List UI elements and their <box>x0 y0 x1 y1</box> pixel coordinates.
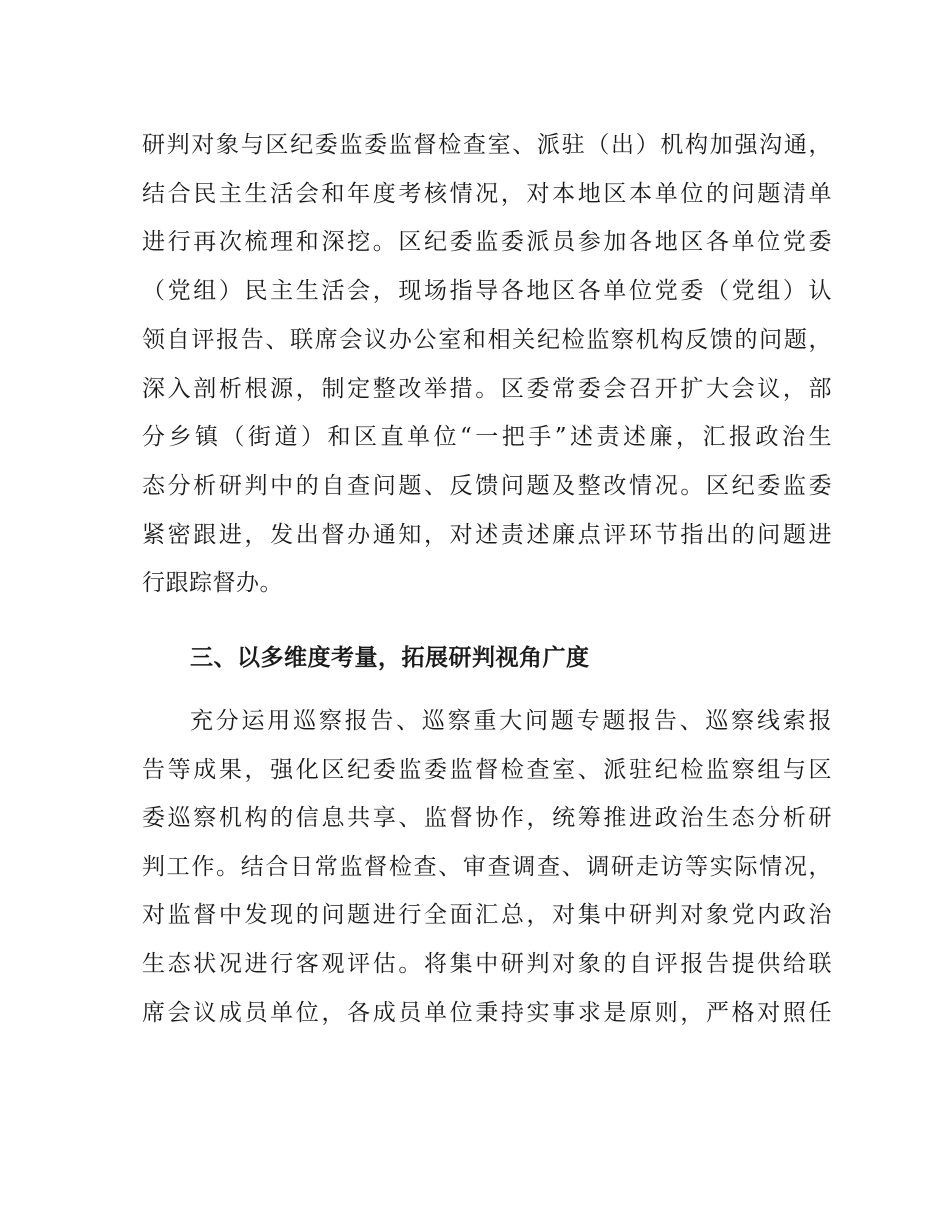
paragraph-1-line-9: 紧密跟进，发出督办通知，对述责述廉点评环节指出的问题进 <box>142 522 832 548</box>
paragraph-1-line-6: 深入剖析根源，制定整改举措。区委常委会召开扩大会议，部 <box>142 376 832 402</box>
paragraph-2-line-2: 告等成果，强化区纪委监委监督检查室、派驻纪检监察组与区 <box>142 757 832 783</box>
paragraph-1-line-7: 分乡镇（街道）和区直单位“一把手”述责述廉，汇报政治生 <box>142 424 832 450</box>
paragraph-2-line-6: 生态状况进行客观评估。将集中研判对象的自评报告提供给联 <box>142 951 832 977</box>
paragraph-2-line-3: 委巡察机构的信息共享、监督协作，统筹推进政治生态分析研 <box>142 805 832 831</box>
paragraph-2-line-5: 对监督中发现的问题进行全面汇总，对集中研判对象党内政治 <box>142 902 832 928</box>
paragraph-2-line-4: 判工作。结合日常监督检查、审查调查、调研走访等实际情况， <box>142 854 832 880</box>
paragraph-1-line-1: 研判对象与区纪委监委监督检查室、派驻（出）机构加强沟通， <box>142 132 832 158</box>
section-heading-3: 三、以多维度考量，拓展研判视角广度 <box>190 645 590 671</box>
paragraph-1-line-10: 行跟踪督办。 <box>142 570 283 596</box>
paragraph-2-line-1: 充分运用巡察报告、巡察重大问题专题报告、巡察线索报 <box>190 708 832 734</box>
paragraph-1-line-4: （党组）民主生活会，现场指导各地区各单位党委（党组）认 <box>142 278 832 304</box>
paragraph-2-line-7: 席会议成员单位，各成员单位秉持实事求是原则，严格对照任 <box>142 1000 832 1026</box>
paragraph-1-line-2: 结合民主生活会和年度考核情况，对本地区本单位的问题清单 <box>142 181 832 207</box>
paragraph-1-line-3: 进行再次梳理和深挖。区纪委监委派员参加各地区各单位党委 <box>142 229 832 255</box>
paragraph-1-line-5: 领自评报告、联席会议办公室和相关纪检监察机构反馈的问题， <box>142 327 832 353</box>
paragraph-1-line-8: 态分析研判中的自查问题、反馈问题及整改情况。区纪委监委 <box>142 473 832 499</box>
